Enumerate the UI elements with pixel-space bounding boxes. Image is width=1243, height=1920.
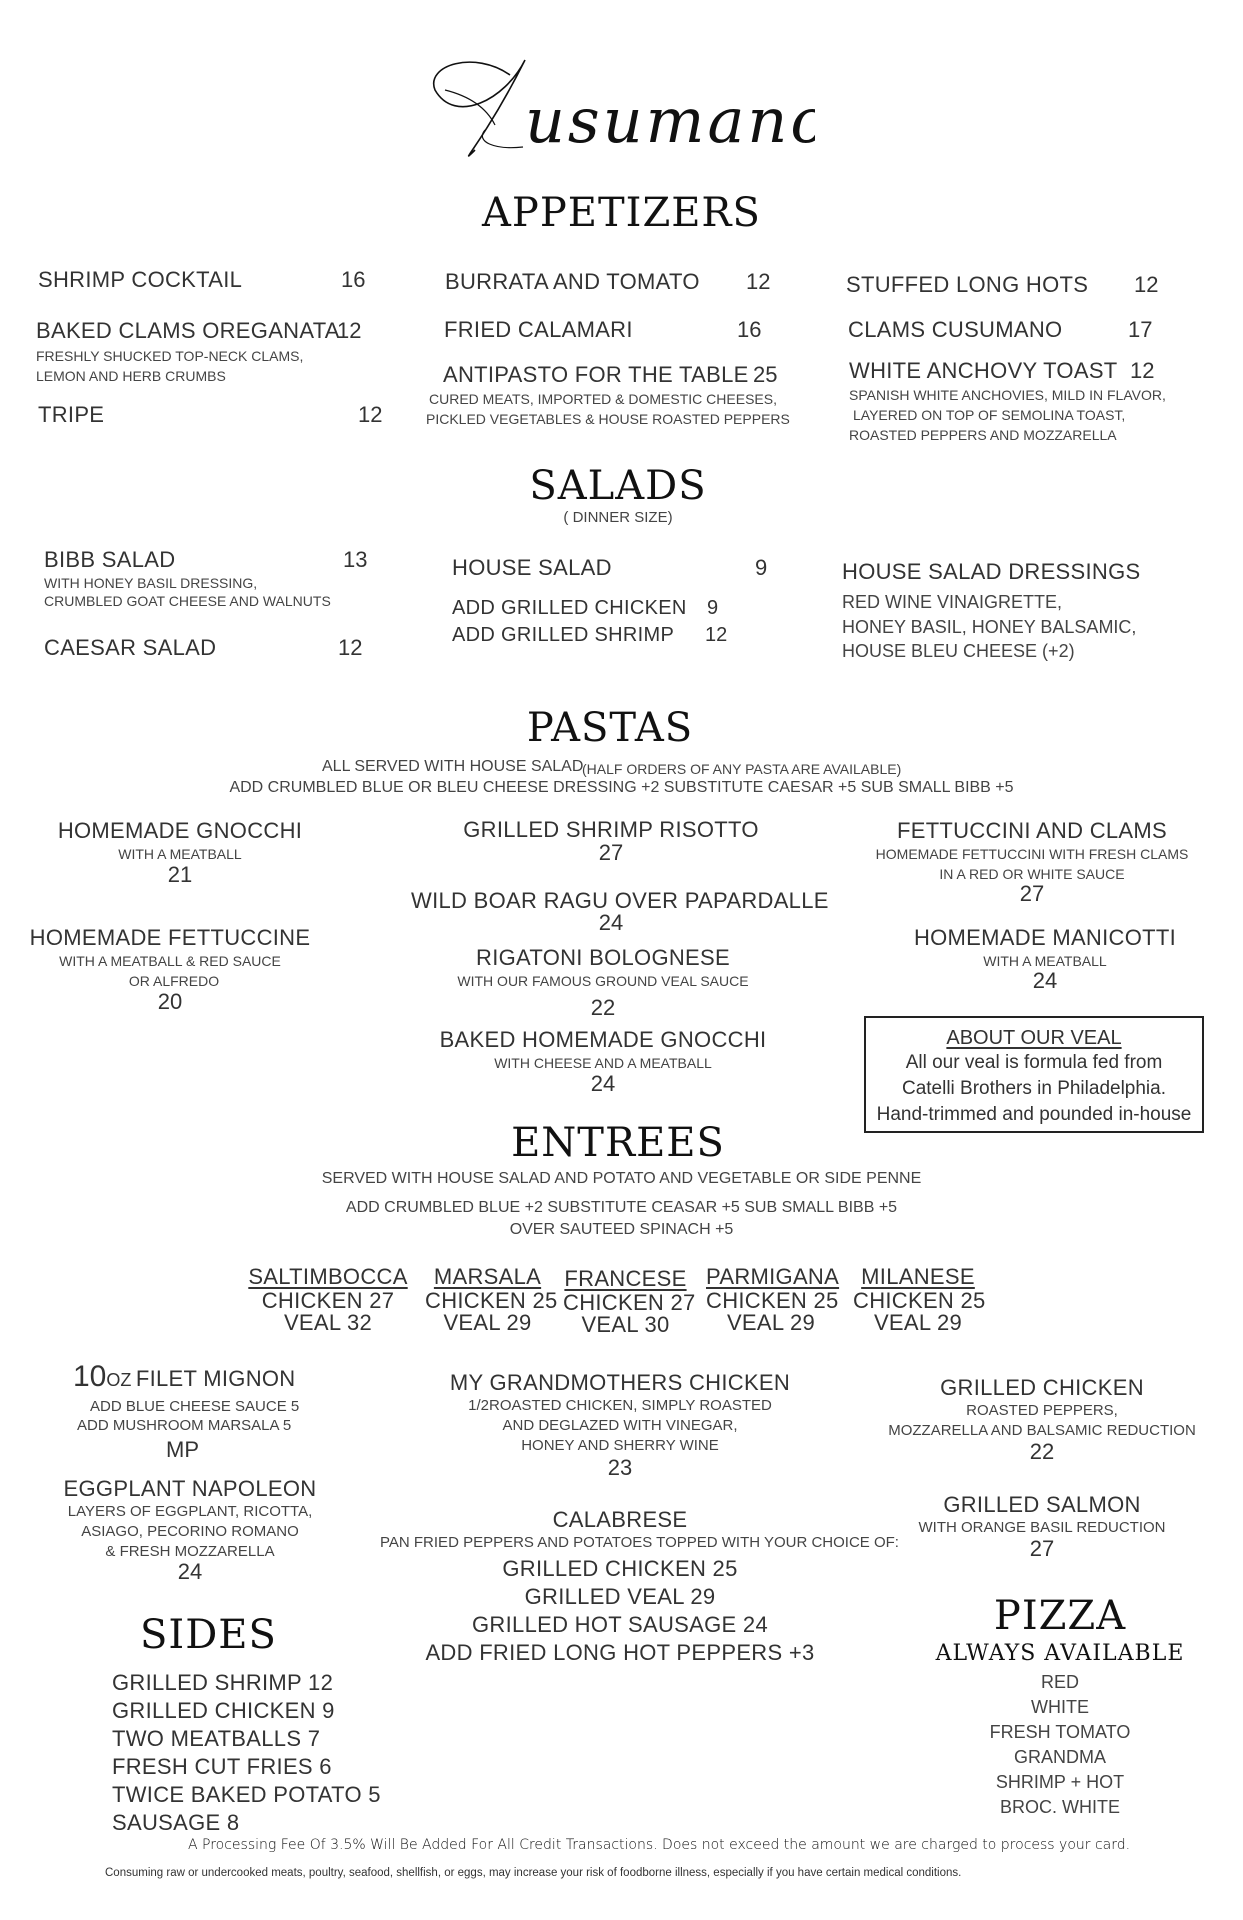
about-veal-line: Hand-trimmed and pounded in-house — [876, 1104, 1192, 1125]
pizza-heading: PIZZA — [993, 1593, 1127, 1639]
entree-style-name: SALTIMBOCCA — [248, 1264, 408, 1289]
side-item: TWICE BAKED POTATO 5 — [112, 1782, 381, 1807]
pizza-item: FRESH TOMATO — [989, 1722, 1131, 1742]
pasta-name: GRILLED SHRIMP RISOTTO — [463, 817, 759, 842]
appetizer-antipasto-desc: PICKLED VEGETABLES & HOUSE ROASTED PEPPERS — [426, 411, 790, 427]
pasta-baked-gnocchi — [403, 1027, 803, 1095]
salad-house-price: 9 — [755, 555, 768, 580]
pasta-name: HOMEMADE FETTUCCINE — [29, 925, 311, 950]
pasta-name: HOMEMADE GNOCCHI — [57, 818, 303, 843]
pizza-item: GRANDMA — [1013, 1747, 1106, 1767]
pasta-desc: WITH A MEATBALL — [983, 953, 1107, 969]
appetizer-clams-cusumano: CLAMS CUSUMANO — [848, 317, 1063, 342]
pasta-desc: WITH A MEATBALL — [118, 846, 242, 862]
dressing-line: RED WINE VINAIGRETTE, — [842, 592, 1063, 612]
grilled-salmon-name: GRILLED SALMON — [943, 1492, 1141, 1517]
pastas-heading: PASTAS — [526, 705, 694, 751]
filet-size: 10 — [73, 1360, 107, 1393]
appetizer-clams-cusumano-price: 17 — [1128, 317, 1153, 342]
grandmother-price: 23 — [607, 1455, 633, 1480]
pasta-desc: IN A RED OR WHITE SAUCE — [939, 866, 1125, 882]
pastas-half-note: (HALF ORDERS OF ANY PASTA ARE AVAILABLE) — [582, 761, 902, 777]
entree-style-chicken: CHICKEN 27 — [261, 1288, 395, 1313]
appetizer-calamari: FRIED CALAMARI — [444, 317, 633, 342]
pasta-gnocchi — [30, 818, 330, 886]
pasta-name: FETTUCCINI AND CLAMS — [896, 818, 1168, 843]
pasta-price: 24 — [598, 910, 624, 935]
entree-grandmothers-chicken — [420, 1370, 820, 1480]
entree-style-chicken: CHICKEN 25 — [706, 1288, 839, 1313]
eggplant-desc: & FRESH MOZZARELLA — [105, 1543, 275, 1560]
entrees-heading: ENTREES — [511, 1120, 725, 1166]
appetizer-burrata-price: 12 — [746, 269, 771, 294]
processing-fee-notice: A Processing Fee Of 3.5% Will Be Added For All Credit Transactions. Does not exceed the amount we are charged to process your card. — [188, 1837, 1131, 1853]
appetizer-shrimp-cocktail: SHRIMP COCKTAIL — [38, 267, 243, 292]
grandmother-desc: AND DEGLAZED WITH VINEGAR, — [502, 1417, 738, 1434]
eggplant-desc: ASIAGO, PECORINO ROMANO — [81, 1523, 299, 1540]
entree-style-name: MARSALA — [433, 1264, 542, 1289]
about-veal-line: Catelli Brothers in Philadelphia. — [901, 1078, 1167, 1099]
side-item: GRILLED CHICKEN 9 — [112, 1698, 335, 1723]
pizza-subtitle: ALWAYS AVAILABLE — [935, 1641, 1185, 1666]
pasta-desc: WITH A MEATBALL & RED SAUCE — [59, 953, 281, 969]
grilled-chicken-price: 22 — [1029, 1439, 1055, 1464]
grilled-salmon-desc: WITH ORANGE BASIL REDUCTION — [918, 1519, 1166, 1536]
entree-style-veal: VEAL 30 — [581, 1312, 670, 1337]
pasta-desc: WITH OUR FAMOUS GROUND VEAL SAUCE — [457, 973, 749, 989]
pasta-desc: WITH CHEESE AND A MEATBALL — [494, 1055, 712, 1071]
appetizer-baked-clams-price: 12 — [337, 318, 362, 343]
calabrese-option: GRILLED VEAL 29 — [524, 1584, 716, 1609]
appetizer-burrata: BURRATA AND TOMATO — [445, 269, 700, 294]
pasta-price: 20 — [157, 989, 183, 1014]
pasta-price: 27 — [1019, 881, 1045, 906]
entrees-spinach-note: OVER SAUTEED SPINACH +5 — [509, 1221, 734, 1238]
pasta-name: WILD BOAR RAGU OVER PAPARDALLE — [411, 888, 829, 913]
appetizer-antipasto-price: 25 — [753, 362, 778, 387]
appetizer-long-hots-price: 12 — [1134, 272, 1159, 297]
entree-style-chicken: CHICKEN 27 — [563, 1290, 696, 1315]
grilled-chicken-desc: MOZZARELLA AND BALSAMIC REDUCTION — [888, 1422, 1196, 1439]
grandmother-desc: HONEY AND SHERRY WINE — [521, 1437, 719, 1454]
filet-price: MP — [166, 1437, 199, 1462]
grilled-chicken-name: GRILLED CHICKEN — [940, 1375, 1144, 1400]
appetizer-anchovy-toast: WHITE ANCHOVY TOAST — [849, 358, 1118, 383]
calabrese-name: CALABRESE — [552, 1507, 688, 1532]
appetizer-shrimp-cocktail-price: 16 — [341, 267, 366, 292]
salad-house: HOUSE SALAD — [452, 555, 612, 580]
salads-heading: SALADS — [529, 463, 707, 509]
pasta-bolognese — [403, 945, 803, 1019]
appetizer-baked-clams-desc: FRESHLY SHUCKED TOP-NECK CLAMS, — [36, 348, 304, 364]
pasta-price: 24 — [1032, 968, 1058, 993]
entree-style-saltimbocca — [248, 1264, 408, 1334]
salad-add-chicken: ADD GRILLED CHICKEN — [452, 597, 687, 619]
entree-style-veal: VEAL 32 — [283, 1310, 373, 1335]
salad-add-shrimp: ADD GRILLED SHRIMP — [452, 624, 675, 646]
pizza-item: RED — [1040, 1672, 1079, 1692]
appetizer-calamari-price: 16 — [737, 317, 762, 342]
side-item: FRESH CUT FRIES 6 — [112, 1754, 332, 1779]
entree-grilled-salmon — [872, 1492, 1212, 1560]
salad-caesar-price: 12 — [338, 635, 363, 660]
about-veal-box — [864, 1016, 1204, 1133]
calabrese-option: GRILLED HOT SAUSAGE 24 — [472, 1612, 768, 1637]
entree-style-name: FRANCESE — [564, 1266, 687, 1291]
side-item: GRILLED SHRIMP 12 — [112, 1670, 334, 1695]
brand-wordmark: usumano — [525, 84, 815, 157]
pasta-boar-ragu — [411, 888, 829, 935]
appetizer-long-hots: STUFFED LONG HOTS — [846, 272, 1089, 297]
pizza-item: WHITE — [1031, 1697, 1089, 1717]
pasta-fettuccini-clams — [842, 818, 1222, 904]
entree-style-name: MILANESE — [861, 1264, 975, 1289]
calabrese-option: GRILLED CHICKEN 25 — [502, 1556, 738, 1581]
dressing-line: HONEY BASIL, HONEY BALSAMIC, — [842, 617, 1137, 637]
pasta-desc: OR ALFREDO — [128, 973, 220, 989]
dressings-title: HOUSE SALAD DRESSINGS — [842, 559, 1141, 584]
appetizer-anchovy-toast-desc: ROASTED PEPPERS AND MOZZARELLA — [849, 427, 1117, 443]
pizza-item: SHRIMP + HOT — [995, 1772, 1125, 1792]
pasta-desc: HOMEMADE FETTUCCINI WITH FRESH CLAMS — [875, 846, 1189, 862]
appetizer-antipasto-desc: CURED MEATS, IMPORTED & DOMESTIC CHEESES, — [429, 391, 777, 407]
pasta-name: HOMEMADE MANICOTTI — [913, 925, 1177, 950]
sides-heading: SIDES — [140, 1612, 277, 1658]
eggplant-desc: LAYERS OF EGGPLANT, RICOTTA, — [67, 1503, 313, 1520]
pasta-price: 24 — [590, 1071, 616, 1096]
entree-style-chicken: CHICKEN 25 — [425, 1288, 558, 1313]
pasta-price: 27 — [598, 840, 624, 865]
salad-caesar: CAESAR SALAD — [44, 635, 217, 660]
entree-style-marsala — [425, 1264, 558, 1335]
filet-unit: OZ — [106, 1370, 132, 1390]
restaurant-logo — [415, 30, 815, 170]
pizza-list — [900, 1670, 1220, 1820]
entree-eggplant — [20, 1476, 360, 1582]
appetizer-baked-clams-desc: LEMON AND HERB CRUMBS — [36, 368, 226, 384]
grandmother-name: MY GRANDMOTHERS CHICKEN — [449, 1370, 791, 1395]
entrees-note: SERVED WITH HOUSE SALAD AND POTATO AND VEGETABLE OR SIDE PENNE — [321, 1170, 922, 1187]
salad-add-chicken-price: 9 — [707, 597, 719, 619]
eggplant-name: EGGPLANT NAPOLEON — [63, 1476, 317, 1501]
salad-bibb-desc: CRUMBLED GOAT CHEESE AND WALNUTS — [44, 593, 331, 609]
entree-style-milanese — [853, 1264, 986, 1335]
entree-style-veal: VEAL 29 — [726, 1310, 816, 1335]
appetizer-tripe: TRIPE — [38, 402, 105, 427]
entree-style-veal: VEAL 29 — [873, 1310, 963, 1335]
pasta-risotto — [411, 817, 811, 863]
appetizer-tripe-price: 12 — [358, 402, 383, 427]
entrees-addons-note: ADD CRUMBLED BLUE +2 SUBSTITUTE CEASAR +5 SUB SMALL BIBB +5 — [345, 1199, 898, 1216]
about-veal-line: All our veal is formula fed from — [905, 1052, 1163, 1073]
entree-style-francese — [563, 1266, 696, 1337]
filet-name: FILET MIGNON — [135, 1366, 296, 1391]
filet-desc: ADD BLUE CHEESE SAUCE 5 — [90, 1398, 300, 1415]
appetizer-antipasto: ANTIPASTO FOR THE TABLE — [443, 362, 749, 387]
salad-bibb: BIBB SALAD — [44, 547, 176, 572]
salad-bibb-price: 13 — [343, 547, 368, 572]
side-item: SAUSAGE 8 — [112, 1810, 240, 1835]
appetizer-anchovy-toast-desc: SPANISH WHITE ANCHOVIES, MILD IN FLAVOR, — [849, 387, 1166, 403]
pasta-name: RIGATONI BOLOGNESE — [476, 945, 730, 970]
pasta-name: BAKED HOMEMADE GNOCCHI — [439, 1027, 767, 1052]
side-item: TWO MEATBALLS 7 — [112, 1726, 321, 1751]
entree-style-name: PARMIGANA — [706, 1264, 840, 1289]
salad-bibb-desc: WITH HONEY BASIL DRESSING, — [44, 575, 258, 591]
eggplant-price: 24 — [177, 1559, 203, 1584]
salads-subtitle: ( DINNER SIZE) — [563, 509, 673, 526]
filet-desc: ADD MUSHROOM MARSALA 5 — [77, 1417, 292, 1434]
entree-style-chicken: CHICKEN 25 — [853, 1288, 986, 1313]
pasta-fettuccine — [20, 925, 320, 1013]
foodborne-illness-warning: Consuming raw or undercooked meats, poultry, seafood, shellfish, or eggs, may increase your risk of foodborne illness, especially if you have certain medical conditions. — [105, 1867, 962, 1879]
grilled-chicken-desc: ROASTED PEPPERS, — [966, 1402, 1118, 1419]
entree-filet-mignon — [73, 1360, 295, 1394]
pasta-price: 22 — [590, 995, 616, 1020]
appetizers-heading: APPETIZERS — [482, 190, 761, 236]
salad-add-shrimp-price: 12 — [705, 624, 728, 646]
pizza-item: BROC. WHITE — [1000, 1797, 1120, 1817]
pasta-manicotti — [855, 925, 1235, 991]
appetizer-baked-clams: BAKED CLAMS OREGANATA — [36, 318, 340, 343]
entree-style-parmigana — [706, 1264, 840, 1335]
about-veal-title: ABOUT OUR VEAL — [946, 1027, 1122, 1049]
entree-style-veal: VEAL 29 — [443, 1310, 532, 1335]
pastas-addons-note: ADD CRUMBLED BLUE OR BLEU CHEESE DRESSING +2 SUBSTITUTE CAESAR +5 SUB SMALL BIBB +5 — [229, 779, 1014, 796]
appetizer-anchovy-toast-price: 12 — [1130, 358, 1155, 383]
calabrese-desc: PAN FRIED PEPPERS AND POTATOES TOPPED WITH YOUR CHOICE OF: — [380, 1534, 899, 1551]
entree-grilled-chicken — [872, 1375, 1212, 1463]
sides-list — [112, 1669, 381, 1837]
grandmother-desc: 1/2ROASTED CHICKEN, SIMPLY ROASTED — [468, 1397, 772, 1414]
appetizer-anchovy-toast-desc: LAYERED ON TOP OF SEMOLINA TOAST, — [853, 407, 1126, 423]
entree-calabrese — [380, 1507, 899, 1667]
grilled-salmon-price: 27 — [1029, 1536, 1055, 1561]
dressing-line: HOUSE BLEU CHEESE (+2) — [842, 641, 1075, 661]
pastas-note: ALL SERVED WITH HOUSE SALAD — [322, 758, 584, 775]
calabrese-option: ADD FRIED LONG HOT PEPPERS +3 — [425, 1640, 815, 1665]
pasta-price: 21 — [167, 862, 193, 887]
